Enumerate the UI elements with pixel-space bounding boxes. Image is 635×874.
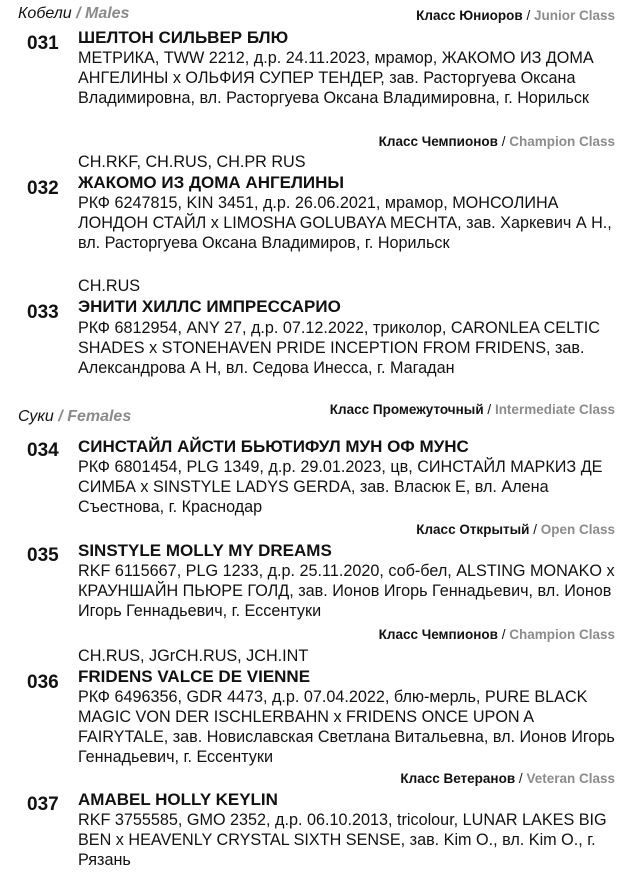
entry-number: 033 (27, 302, 59, 323)
section-ru: Кобели (18, 5, 72, 22)
entry-name: СИНСТАЙЛ АЙСТИ БЬЮТИФУЛ МУН ОФ МУНС (78, 437, 469, 456)
entry-name: FRIDENS VALCE DE VIENNE (78, 667, 311, 686)
class-header-open (416, 521, 615, 538)
section-en: Males (84, 5, 130, 22)
class-separator: / (501, 134, 506, 149)
entry-details: РКФ 6247815, KIN 3451, д.р. 26.06.2021, мрамор, МОНСОЛИНА ЛОНДОН СТАЙЛ x LIMOSHA GOLUBAYA MECHTA, зав. Харкевич А Н., вл. Расторгуева Оксана Владимиров, г. Норильск (78, 194, 612, 252)
class-header-champion-2 (379, 626, 615, 643)
class-header-champion (379, 133, 615, 150)
class-ru: Класс Ветеранов (400, 771, 516, 786)
class-en: Champion Class (509, 134, 615, 149)
entry-details: RKF 6115667, PLG 1233, д.р. 25.11.2020, соб-бел, ALSTING MONAKO x КРАУНШАЙН ПЬЮРЕ ГОЛД, зав. Ионов Игорь Геннадьевич, вл. Ионов Игорь Геннадьевич, г. Ессентуки (78, 562, 615, 620)
entry-details: РКФ 6801454, PLG 1349, д.р. 29.01.2023, цв, СИНСТАЙЛ МАРКИЗ ДЕ СИМБА x SINSTYLE LADYS GERDA, зав. Власюк Е, вл. Алена Съестнова, г. Краснодар (78, 458, 603, 516)
class-ru: Класс Промежуточный (329, 402, 484, 417)
section-ru: Суки (18, 408, 54, 425)
section-separator: / (76, 5, 81, 22)
class-header-intermediate (315, 401, 615, 418)
entry-name: AMABEL HOLLY KEYLIN (78, 790, 278, 809)
entry-details: МЕТРИКА, TWW 2212, д.р. 24.11.2023, мрамор, ЖАКОМО ИЗ ДОМА АНГЕЛИНЫ x ОЛЬФИЯ СУПЕР ТЕНДЕР, зав. Расторгуева Оксана Владимировна, вл. Расторгуева Оксана Владимировна, г. Норильск (78, 49, 594, 107)
entry-name: ЭНИТИ ХИЛЛС ИМПРЕССАРИО (78, 297, 341, 316)
entry-number: 036 (27, 672, 59, 693)
entry-name: ШЕЛТОН СИЛЬВЕР БЛЮ (78, 28, 289, 47)
class-separator: / (501, 627, 506, 642)
entry-number: 037 (27, 794, 59, 815)
entry-titles: CH.RUS (78, 277, 141, 295)
class-separator: / (526, 8, 531, 23)
class-ru: Класс Чемпионов (378, 134, 498, 149)
section-en: Females (67, 408, 132, 425)
entry-details: РКФ 6812954, ANY 27, д.р. 07.12.2022, триколор, CARONLEA CELTIC SHADES x STONEHAVEN PRIDE INCEPTION FROM FRIDENS, зав. Александрова А Н, вл. Седова Инесса, г. Магадан (78, 319, 600, 377)
entry-name: ЖАКОМО ИЗ ДОМА АНГЕЛИНЫ (78, 173, 345, 192)
entry-titles: CH.RKF, CH.RUS, CH.PR RUS (78, 153, 306, 171)
entry-titles: CH.RUS, JGrCH.RUS, JCH.INT (78, 647, 309, 665)
section-title-females (18, 408, 131, 426)
class-en: Junior Class (533, 8, 615, 23)
entry-details: RKF 3755585, GMO 2352, д.р. 06.10.2013, tricolour, LUNAR LAKES BIG BEN x HEAVENLY CRYSTAL SIXTH SENSE, зав. Kim O., вл. Kim O., г. Рязань (78, 811, 607, 869)
entry-number: 032 (27, 178, 59, 199)
class-en: Champion Class (509, 627, 615, 642)
class-header-veteran (400, 770, 615, 787)
entry-number: 031 (27, 33, 59, 54)
entry-details: РКФ 6496356, GDR 4473, д.р. 07.04.2022, блю-мерль, PURE BLACK MAGIC VON DER ISCHLERBAHN x FRIDENS ONCE UPON A FAIRYTALE, зав. Новиславская Светлана Витальевна, вл. Ионов Игорь Геннадьевич, г. Ессентуки (78, 688, 615, 766)
class-en: Veteran Class (526, 771, 615, 786)
class-separator: / (533, 522, 537, 537)
class-ru: Класс Юниоров (416, 8, 523, 23)
entry-number: 035 (27, 545, 59, 566)
class-separator: / (518, 771, 523, 786)
section-title-males (18, 5, 129, 23)
class-en: Intermediate Class (494, 402, 615, 417)
section-separator: / (58, 408, 63, 425)
entry-name: SINSTYLE MOLLY MY DREAMS (78, 541, 332, 560)
class-separator: / (487, 402, 492, 417)
class-ru: Класс Открытый (416, 522, 530, 537)
class-ru: Класс Чемпионов (378, 627, 498, 642)
class-en: Open Class (540, 522, 615, 537)
class-header-junior (416, 7, 615, 24)
entry-number: 034 (27, 440, 59, 461)
